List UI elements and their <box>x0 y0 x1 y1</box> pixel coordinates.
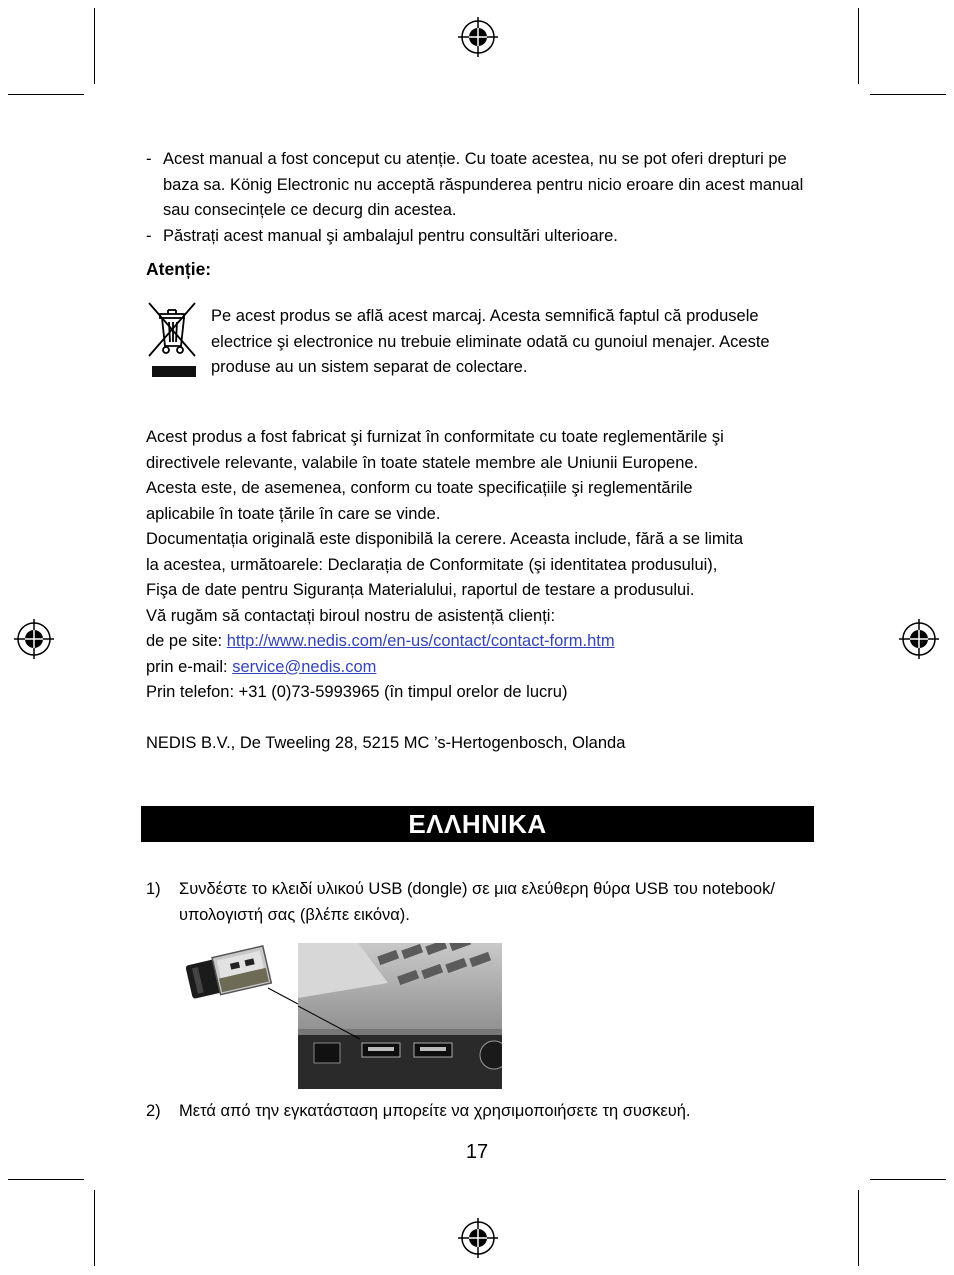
email-label: prin e-mail: <box>146 657 233 676</box>
crop-mark <box>94 1190 95 1266</box>
site-label: de pe site: <box>146 632 227 650</box>
registration-mark-icon <box>897 617 941 661</box>
weee-notice-text: Pe acest produs se află acest marcaj. Acesta semnifică faptul că produsele electrice şi electronice nu trebuie eliminate odată cu gunoiul menajer. Aceste produse au un sistem separat de colectare. <box>211 307 770 376</box>
usb-dongle-image <box>180 938 298 1090</box>
attention-heading: Atenție: <box>146 259 212 279</box>
compliance-line: Documentația originală este disponibilă la cerere. Aceasta include, fără a se limita <box>146 530 744 548</box>
contact-site-line <box>146 629 826 655</box>
registration-mark-icon <box>12 617 56 661</box>
contact-email-line <box>146 655 826 681</box>
compliance-line: la acestea, următoarele: Declarația de Conformitate (şi identitatea produsului), <box>146 555 718 574</box>
compliance-line: directivele relevante, valabile în toate statele membre ale Uniunii Europene. <box>146 453 699 472</box>
page-number: 17 <box>465 1141 489 1163</box>
list-item: - Acest manual a fost conceput cu atenție. Cu toate acestea, nu se pot oferi drepturi pe baza sa. König Electronic nu acceptă răspunderea pentru nicio eroare din acest manual sau consecințele ce decurg din acestea. <box>146 147 826 224</box>
step-2 <box>146 1098 826 1124</box>
step-1 <box>146 876 826 928</box>
notice-bullet-list <box>146 147 826 249</box>
registration-mark-icon <box>456 15 500 59</box>
crop-mark <box>870 1179 946 1180</box>
step-text: Συνδέστε το κλειδί υλικού USB (dongle) σε μια ελεύθερη θύρα USB του notebook/υπολογιστή σας (βλέπε εικόνα). <box>179 880 775 924</box>
laptop-usb-port-image <box>298 943 502 1089</box>
compliance-line: Fişa de date pentru Siguranța Materialului, raportul de testare a produsului. <box>146 581 695 599</box>
compliance-line: aplicabile în toate țările în care se vinde. <box>146 504 441 523</box>
step-number: 2) <box>146 1102 161 1120</box>
crossed-out-wheelie-bin-icon <box>146 300 200 380</box>
list-item: - Păstrați acest manual şi ambalajul pentru consultări ulterioare. <box>146 224 826 250</box>
step-text: Μετά από την εγκατάσταση μπορείτε να χρησιμοποιήσετε τη συσκευή. <box>179 1102 691 1120</box>
section-title-bar <box>141 806 814 842</box>
support-email-link[interactable]: service@nedis.com <box>232 657 377 676</box>
compliance-line: Acesta este, de asemenea, conform cu toate specificațiile şi reglementările <box>146 479 693 497</box>
section-title: ΕΛΛΗΝΙΚΑ <box>408 808 547 839</box>
compliance-text <box>146 425 826 706</box>
crop-mark <box>8 94 84 95</box>
contact-phone-line: Prin telefon: +31 (0)73-5993965 (în timpul orelor de lucru) <box>146 683 568 701</box>
contact-form-link[interactable]: http://www.nedis.com/en-us/contact/contact-form.htm <box>226 632 615 650</box>
crop-mark <box>870 94 946 95</box>
step-number: 1) <box>146 880 161 898</box>
crop-mark <box>858 1190 859 1266</box>
crop-mark <box>858 8 859 84</box>
compliance-line: Vă rugăm să contactați biroul nostru de asistență clienți: <box>146 606 556 625</box>
crop-mark <box>8 1179 84 1180</box>
registration-mark-icon <box>456 1216 500 1260</box>
compliance-line: Acest produs a fost fabricat şi furnizat în conformitate cu toate reglementările şi <box>146 428 724 446</box>
crop-mark <box>94 8 95 84</box>
company-address: NEDIS B.V., De Tweeling 28, 5215 MC ’s-Hertogenbosch, Olanda <box>146 734 626 752</box>
